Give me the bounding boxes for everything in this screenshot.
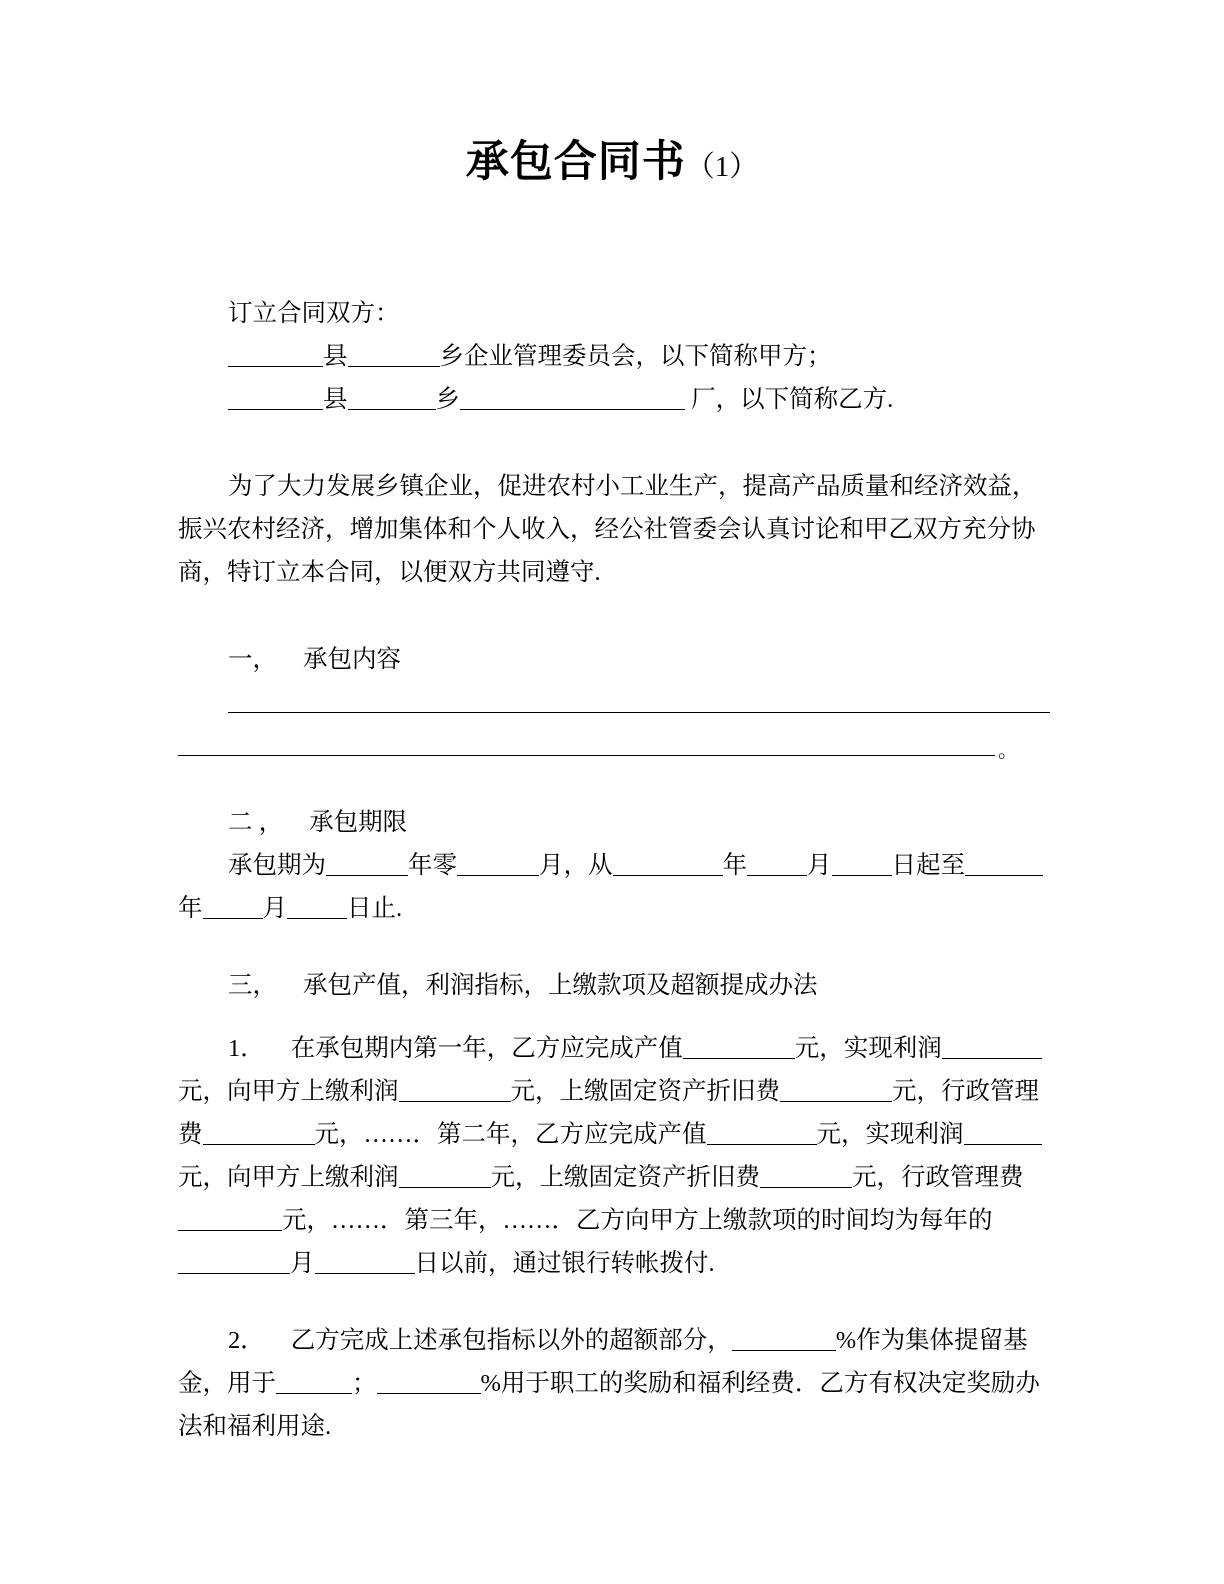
section-three-number: 三， (228, 972, 277, 999)
y1-admin-fee-blank[interactable] (203, 1121, 315, 1145)
welfare-percent-blank[interactable] (377, 1370, 481, 1394)
end-month-blank[interactable] (203, 895, 263, 919)
item-2-number: 2． (228, 1327, 265, 1354)
payment-month-blank[interactable] (178, 1250, 290, 1274)
item-1-text-12: 月 (290, 1250, 315, 1277)
contract-term-label-9: 日止. (347, 895, 403, 922)
item-1-text-9: 元，上缴固定资产折旧费 (490, 1164, 760, 1191)
section-three-item-1 (178, 1027, 1050, 1285)
start-month-blank[interactable] (747, 852, 807, 876)
contract-term-label-5: 月 (807, 852, 832, 879)
end-day-blank[interactable] (287, 895, 347, 919)
section-two-body (178, 844, 1050, 930)
item-2-text-3: ； (352, 1370, 377, 1397)
document-body (178, 292, 1050, 1448)
item-1-text-3: 元，向甲方上缴利润 (178, 1078, 399, 1105)
item-1-text-6: 元，……．第二年，乙方应完成产值 (314, 1121, 707, 1148)
party-b-township-label: 乡 (435, 386, 460, 413)
party-a-rest-label: 乡企业管理委员会，以下简称甲方； (439, 343, 832, 370)
section-one-heading (178, 638, 1050, 681)
contract-term-label-8: 月 (262, 895, 287, 922)
party-b-factory-blank[interactable] (460, 386, 685, 410)
item-1-number: 1． (228, 1035, 265, 1062)
contract-term-label-3: 月，从 (539, 852, 613, 879)
section-two-title: 承包期限 (309, 809, 408, 836)
collective-fund-percent-blank[interactable] (732, 1327, 836, 1351)
party-b-rest-label: 厂，以下简称乙方. (691, 386, 894, 413)
item-1-text-13: 日以前，通过银行转帐拨付. (414, 1250, 715, 1277)
item-1-text-2: 元，实现利润 (794, 1035, 942, 1062)
section-one-period-mark: 。 (998, 740, 1018, 762)
item-2-text-1: 乙方完成上述承包指标以外的超额部分， (290, 1327, 732, 1354)
section-three-item-2 (178, 1319, 1050, 1448)
start-year-blank[interactable] (613, 852, 723, 876)
party-a-line (178, 335, 1050, 378)
fund-usage-blank[interactable] (276, 1370, 352, 1394)
item-1-text-11: 元，……．第三年，……．乙方向甲方上缴款项的时间均为每年的 (282, 1207, 993, 1234)
y1-output-value-blank[interactable] (683, 1035, 795, 1059)
contract-term-label-7: 年 (178, 895, 203, 922)
item-1-text-4: 元，上缴固定资产折旧费 (510, 1078, 780, 1105)
term-years-blank[interactable] (326, 852, 408, 876)
title-suffix-text: （1） (685, 151, 759, 183)
y2-output-value-blank[interactable] (707, 1121, 817, 1145)
party-a-county-label: 县 (323, 343, 348, 370)
title-main-text: 承包合同书 (465, 137, 686, 187)
y2-profit-remit-blank[interactable] (399, 1164, 491, 1188)
page-title (0, 128, 1224, 189)
section-one-number: 一， (228, 646, 277, 673)
item-2-text-4: %用于职工的奖励和福利经费．乙方有权决定奖励办法和福利用途. (178, 1370, 1040, 1440)
y2-profit-blank[interactable] (964, 1121, 1042, 1145)
contract-term-label-6: 日起至 (891, 852, 965, 879)
party-b-county-label: 县 (323, 386, 348, 413)
end-year-blank[interactable] (965, 852, 1043, 876)
section-three-title: 承包产值，利润指标，上缴款项及超额提成办法 (303, 972, 818, 999)
contract-term-label-1: 承包期为 (228, 852, 326, 879)
item-1-text-1: 在承包期内第一年，乙方应完成产值 (290, 1035, 683, 1062)
party-a-county-blank[interactable] (228, 343, 323, 367)
start-day-blank[interactable] (832, 852, 892, 876)
y2-admin-fee-blank[interactable] (178, 1207, 282, 1231)
section-one-title: 承包内容 (303, 646, 401, 673)
y1-profit-remit-blank[interactable] (399, 1078, 511, 1102)
payment-day-blank[interactable] (315, 1250, 415, 1274)
party-b-county-blank[interactable] (228, 386, 323, 410)
party-b-township-blank[interactable] (348, 386, 436, 410)
item-1-text-7: 元，实现利润 (816, 1121, 964, 1148)
contract-term-label-4: 年 (722, 852, 747, 879)
item-1-text-8: 元，向甲方上缴利润 (178, 1164, 399, 1191)
section-two-number: 二 ， (228, 809, 284, 836)
y1-depreciation-blank[interactable] (780, 1078, 892, 1102)
y2-depreciation-blank[interactable] (760, 1164, 852, 1188)
item-2-text-2: %作为集体提留基金，用于 (178, 1327, 1028, 1397)
section-one-blank-line-1[interactable] (228, 712, 1050, 713)
parties-heading-text: 订立合同双方： (228, 300, 400, 327)
y1-profit-blank[interactable] (942, 1035, 1042, 1059)
section-two-heading (178, 801, 1050, 844)
section-three-heading (178, 964, 1050, 1007)
section-one-blank-line-2[interactable] (178, 755, 995, 756)
section-one-fill-row-2 (178, 724, 1050, 767)
item-1-text-10: 元，行政管理费 (852, 1164, 1024, 1191)
party-a-township-blank[interactable] (348, 343, 440, 367)
parties-heading (178, 292, 1050, 335)
term-months-blank[interactable] (457, 852, 539, 876)
item-1-text-5: 元，行政管理费 (178, 1078, 1039, 1148)
preamble-paragraph: 为了大力发展乡镇企业，促进农村小工业生产，提高产品质量和经济效益，振兴农村经济，增加集体和个人收入，经公社管委会认真讨论和甲乙双方充分协商，特订立本合同，以便双方共同遵守. (178, 473, 1037, 586)
party-b-line (178, 378, 1050, 421)
section-one-fill-row-1 (178, 681, 1050, 724)
contract-term-label-2: 年零 (408, 852, 457, 879)
